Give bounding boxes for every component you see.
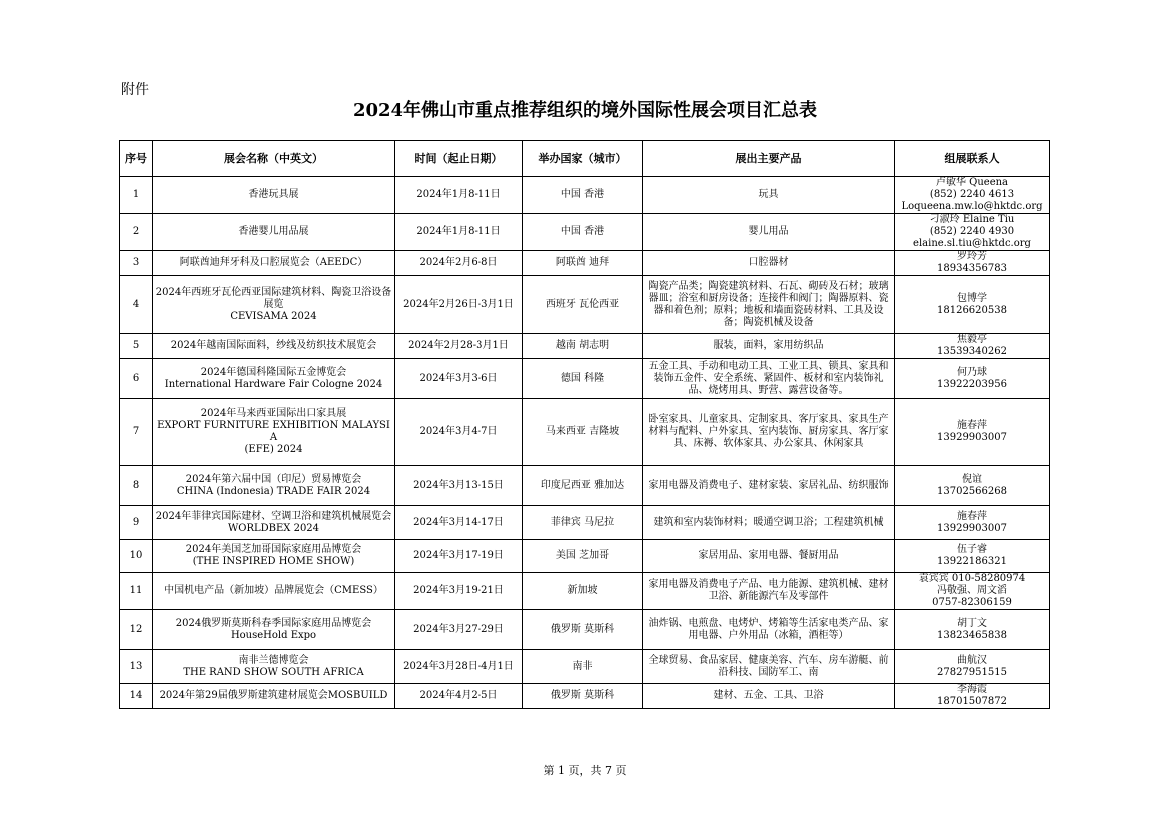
row-name	[153, 466, 395, 506]
page-footer: 第 1 页，共 7 页	[543, 764, 627, 777]
row-contact	[895, 334, 1050, 359]
row-contact	[895, 214, 1050, 251]
name-line: 2024年菲律宾国际建材、空调卫浴和建筑机械展览会 WORLDBEX 2024	[155, 510, 392, 534]
row-contact	[895, 359, 1050, 399]
row-name	[153, 540, 395, 573]
row-contact	[895, 276, 1050, 334]
row-no: 7	[120, 399, 153, 466]
row-date: 2024年3月17-19日	[395, 540, 523, 573]
name-line: 2024俄罗斯莫斯科春季国际家庭用品博览会	[175, 617, 372, 629]
row-contact	[895, 573, 1050, 610]
row-products: 家居用品、家用电器、餐厨用品	[643, 540, 895, 573]
table-row	[120, 466, 1050, 506]
row-contact	[895, 466, 1050, 506]
row-contact	[895, 684, 1050, 709]
contact-line: 何乃球	[957, 366, 987, 378]
row-location: 俄罗斯 莫斯科	[523, 610, 643, 650]
row-products: 五金工具、手动和电动工具、工业工具、锁具、家具和装饰五金件、安全系统、紧固件、板材和室内装饰礼品、烧烤用具、野营、露营设备等。	[643, 359, 895, 399]
contact-line: (852) 2240 4930	[929, 226, 1015, 237]
row-no: 10	[120, 540, 153, 573]
name-line: 阿联酋迪拜牙科及口腔展览会（AEEDC）	[179, 257, 368, 268]
contact-line: 包博学	[957, 292, 987, 304]
row-location: 美国 芝加哥	[523, 540, 643, 573]
table-row	[120, 650, 1050, 684]
exhibition-table	[119, 140, 1050, 709]
name-line: (THE INSPIRED HOME SHOW)	[192, 556, 355, 567]
row-no: 6	[120, 359, 153, 399]
name-line: EXPORT FURNITURE EXHIBITION MALAYSIA	[157, 420, 390, 443]
contact-line: Loqueena.mw.lo@hktdc.org	[901, 201, 1043, 212]
row-date: 2024年2月6-8日	[395, 251, 523, 276]
table-header-row	[120, 141, 1050, 177]
contact-line: 18701507872	[937, 696, 1007, 707]
row-name	[153, 359, 395, 399]
name-line: CEVISAMA 2024	[230, 310, 317, 322]
table-row	[120, 684, 1050, 709]
row-products: 玩具	[643, 177, 895, 214]
row-name	[153, 214, 395, 251]
header-name: 展会名称（中英文）	[153, 141, 395, 177]
row-products: 油炸锅、电煎盘、电烤炉、烤箱等生活家电类产品、家用电器、户外用品（冰箱，酒柜等）	[643, 610, 895, 650]
table-body	[120, 177, 1050, 709]
row-location: 阿联酋 迪拜	[523, 251, 643, 276]
row-location: 中国 香港	[523, 214, 643, 251]
row-date: 2024年1月8-11日	[395, 214, 523, 251]
name-line: 南非兰德博览会	[238, 654, 309, 666]
row-name	[153, 506, 395, 540]
row-location: 南非	[523, 650, 643, 684]
header-date: 时间（起止日期）	[395, 141, 523, 177]
contact-line: 13823465838	[937, 629, 1007, 641]
row-no: 5	[120, 334, 153, 359]
row-products: 全球贸易、食品家居、健康美容、汽车、房车游艇、前沿科技、国防军工、南	[643, 650, 895, 684]
row-name	[153, 650, 395, 684]
table-row	[120, 610, 1050, 650]
contact-line: 13539340262	[937, 346, 1007, 357]
name-line: 2024年第六届中国（印尼）贸易博览会	[185, 473, 362, 485]
row-date: 2024年2月28-3月1日	[395, 334, 523, 359]
row-products: 家用电器及消费电子、建材家装、家居礼品、纺织服饰	[643, 466, 895, 506]
row-contact	[895, 251, 1050, 276]
table-row	[120, 573, 1050, 610]
header-location: 举办国家（城市）	[523, 141, 643, 177]
name-line: 2024年西班牙瓦伦西亚国际建筑材料、陶瓷卫浴设备展览	[155, 286, 392, 310]
row-name	[153, 177, 395, 214]
contact-line: 施春萍	[957, 510, 987, 522]
row-contact	[895, 540, 1050, 573]
contact-line: 焦毅亭	[957, 334, 987, 345]
row-date: 2024年3月27-29日	[395, 610, 523, 650]
name-line: 香港婴儿用品展	[238, 226, 309, 237]
row-no: 13	[120, 650, 153, 684]
contact-line: elaine.sl.tiu@hktdc.org	[913, 238, 1031, 249]
contact-line: 罗玲芳	[957, 251, 987, 262]
contact-line: 18126620538	[937, 304, 1007, 316]
row-date: 2024年1月8-11日	[395, 177, 523, 214]
row-date: 2024年4月2-5日	[395, 684, 523, 709]
row-products: 陶瓷产品类；陶瓷建筑材料、石瓦、砌砖及石材；玻璃器皿；浴室和厨房设备；连接件和阀门；陶器原料、瓷器和着色剂；原料；地板和墙面瓷砖材料、工具及设备；陶瓷机械及设备	[643, 276, 895, 334]
row-contact	[895, 650, 1050, 684]
row-products: 口腔器材	[643, 251, 895, 276]
table-row	[120, 359, 1050, 399]
row-name	[153, 399, 395, 466]
table-row	[120, 214, 1050, 251]
name-line: 2024年美国芝加哥国际家庭用品博览会	[185, 544, 362, 555]
contact-line: 施春萍	[957, 420, 987, 431]
contact-line: 倪谊	[962, 473, 982, 485]
row-location: 新加坡	[523, 573, 643, 610]
contact-line: 袁宾宾 010-58280974	[918, 573, 1026, 584]
row-name	[153, 334, 395, 359]
row-contact	[895, 610, 1050, 650]
contact-line: 13922203956	[937, 378, 1007, 390]
row-no: 4	[120, 276, 153, 334]
row-no: 11	[120, 573, 153, 610]
row-location: 印度尼西亚 雅加达	[523, 466, 643, 506]
row-date: 2024年3月28日-4月1日	[395, 650, 523, 684]
row-date: 2024年3月3-6日	[395, 359, 523, 399]
row-no: 2	[120, 214, 153, 251]
row-no: 9	[120, 506, 153, 540]
row-date: 2024年3月19-21日	[395, 573, 523, 610]
contact-line: 13922186321	[937, 556, 1007, 567]
name-line: THE RAND SHOW SOUTH AFRICA	[183, 666, 364, 678]
row-date: 2024年2月26日-3月1日	[395, 276, 523, 334]
contact-line: 0757-82306159	[932, 597, 1012, 608]
name-line: (EFE) 2024	[244, 444, 303, 455]
row-location: 越南 胡志明	[523, 334, 643, 359]
document-title: 2024年佛山市重点推荐组织的境外国际性展会项目汇总表	[352, 100, 818, 121]
contact-line: 27827951515	[937, 666, 1007, 678]
row-name	[153, 251, 395, 276]
name-line: 香港玩具展	[248, 189, 299, 200]
row-products: 家用电器及消费电子产品、电力能源、建筑机械、建材卫浴、新能源汽车及零部件	[643, 573, 895, 610]
contact-line: 13702566268	[937, 485, 1007, 497]
table-row	[120, 251, 1050, 276]
row-location: 菲律宾 马尼拉	[523, 506, 643, 540]
contact-line: 卢敏华 Queena	[935, 177, 1009, 188]
row-date: 2024年3月14-17日	[395, 506, 523, 540]
header-products: 展出主要产品	[643, 141, 895, 177]
name-line: HouseHold Expo	[230, 629, 317, 641]
table-row	[120, 399, 1050, 466]
row-location: 中国 香港	[523, 177, 643, 214]
contact-line: (852) 2240 4613	[929, 189, 1015, 200]
contact-line: 李海霞	[957, 684, 987, 695]
name-line: CHINA (Indonesia) TRADE FAIR 2024	[176, 485, 371, 497]
row-products: 婴儿用品	[643, 214, 895, 251]
table-row	[120, 177, 1050, 214]
row-no: 3	[120, 251, 153, 276]
name-line: 2024年德国科隆国际五金博览会	[200, 366, 347, 378]
contact-line: 曲航汉	[957, 654, 987, 666]
row-location: 西班牙 瓦伦西亚	[523, 276, 643, 334]
row-contact	[895, 506, 1050, 540]
row-products: 建材、五金、工具、卫浴	[643, 684, 895, 709]
row-no: 1	[120, 177, 153, 214]
row-no: 12	[120, 610, 153, 650]
row-name	[153, 276, 395, 334]
row-contact	[895, 177, 1050, 214]
name-line: 2024年马来西亚国际出口家具展	[200, 408, 347, 419]
header-no: 序号	[120, 141, 153, 177]
row-date: 2024年3月13-15日	[395, 466, 523, 506]
row-name	[153, 573, 395, 610]
row-contact	[895, 399, 1050, 466]
row-location: 马来西亚 吉隆坡	[523, 399, 643, 466]
row-date: 2024年3月4-7日	[395, 399, 523, 466]
header-contact: 组展联系人	[895, 141, 1050, 177]
row-products: 卧室家具、儿童家具、定制家具、客厅家具、家具生产材料与配料、户外家具、室内装饰、厨房家具、客厅家具、床褥、软体家具、办公家具、休闲家具	[643, 399, 895, 466]
row-no: 14	[120, 684, 153, 709]
contact-line: 13929903007	[937, 432, 1007, 443]
row-location: 德国 科隆	[523, 359, 643, 399]
name-line: 2024年越南国际面料，纱线及纺织技术展览会	[170, 340, 377, 351]
row-location: 俄罗斯 莫斯科	[523, 684, 643, 709]
contact-line: 冯敬强、周文滔	[937, 585, 1007, 596]
row-no: 8	[120, 466, 153, 506]
attachment-label: 附件	[121, 82, 149, 98]
row-name	[153, 684, 395, 709]
table-row	[120, 334, 1050, 359]
contact-line: 胡丁文	[957, 617, 987, 629]
contact-line: 刁淑玲 Elaine Tiu	[929, 214, 1015, 225]
name-line: International Hardware Fair Cologne 2024	[164, 378, 383, 390]
contact-line: 伍子睿	[957, 544, 987, 555]
name-line: 中国机电产品（新加坡）品牌展览会（CMESS）	[164, 585, 383, 596]
name-line: 2024年第29届俄罗斯建筑建材展览会MOSBUILD	[159, 690, 388, 701]
contact-line: 13929903007	[937, 522, 1007, 534]
row-name	[153, 610, 395, 650]
table-row	[120, 540, 1050, 573]
table-row	[120, 506, 1050, 540]
row-products: 服装，面料，家用纺织品	[643, 334, 895, 359]
row-products: 建筑和室内装饰材料；暖通空调卫浴；工程建筑机械	[643, 506, 895, 540]
table-row	[120, 276, 1050, 334]
contact-line: 18934356783	[937, 263, 1007, 274]
